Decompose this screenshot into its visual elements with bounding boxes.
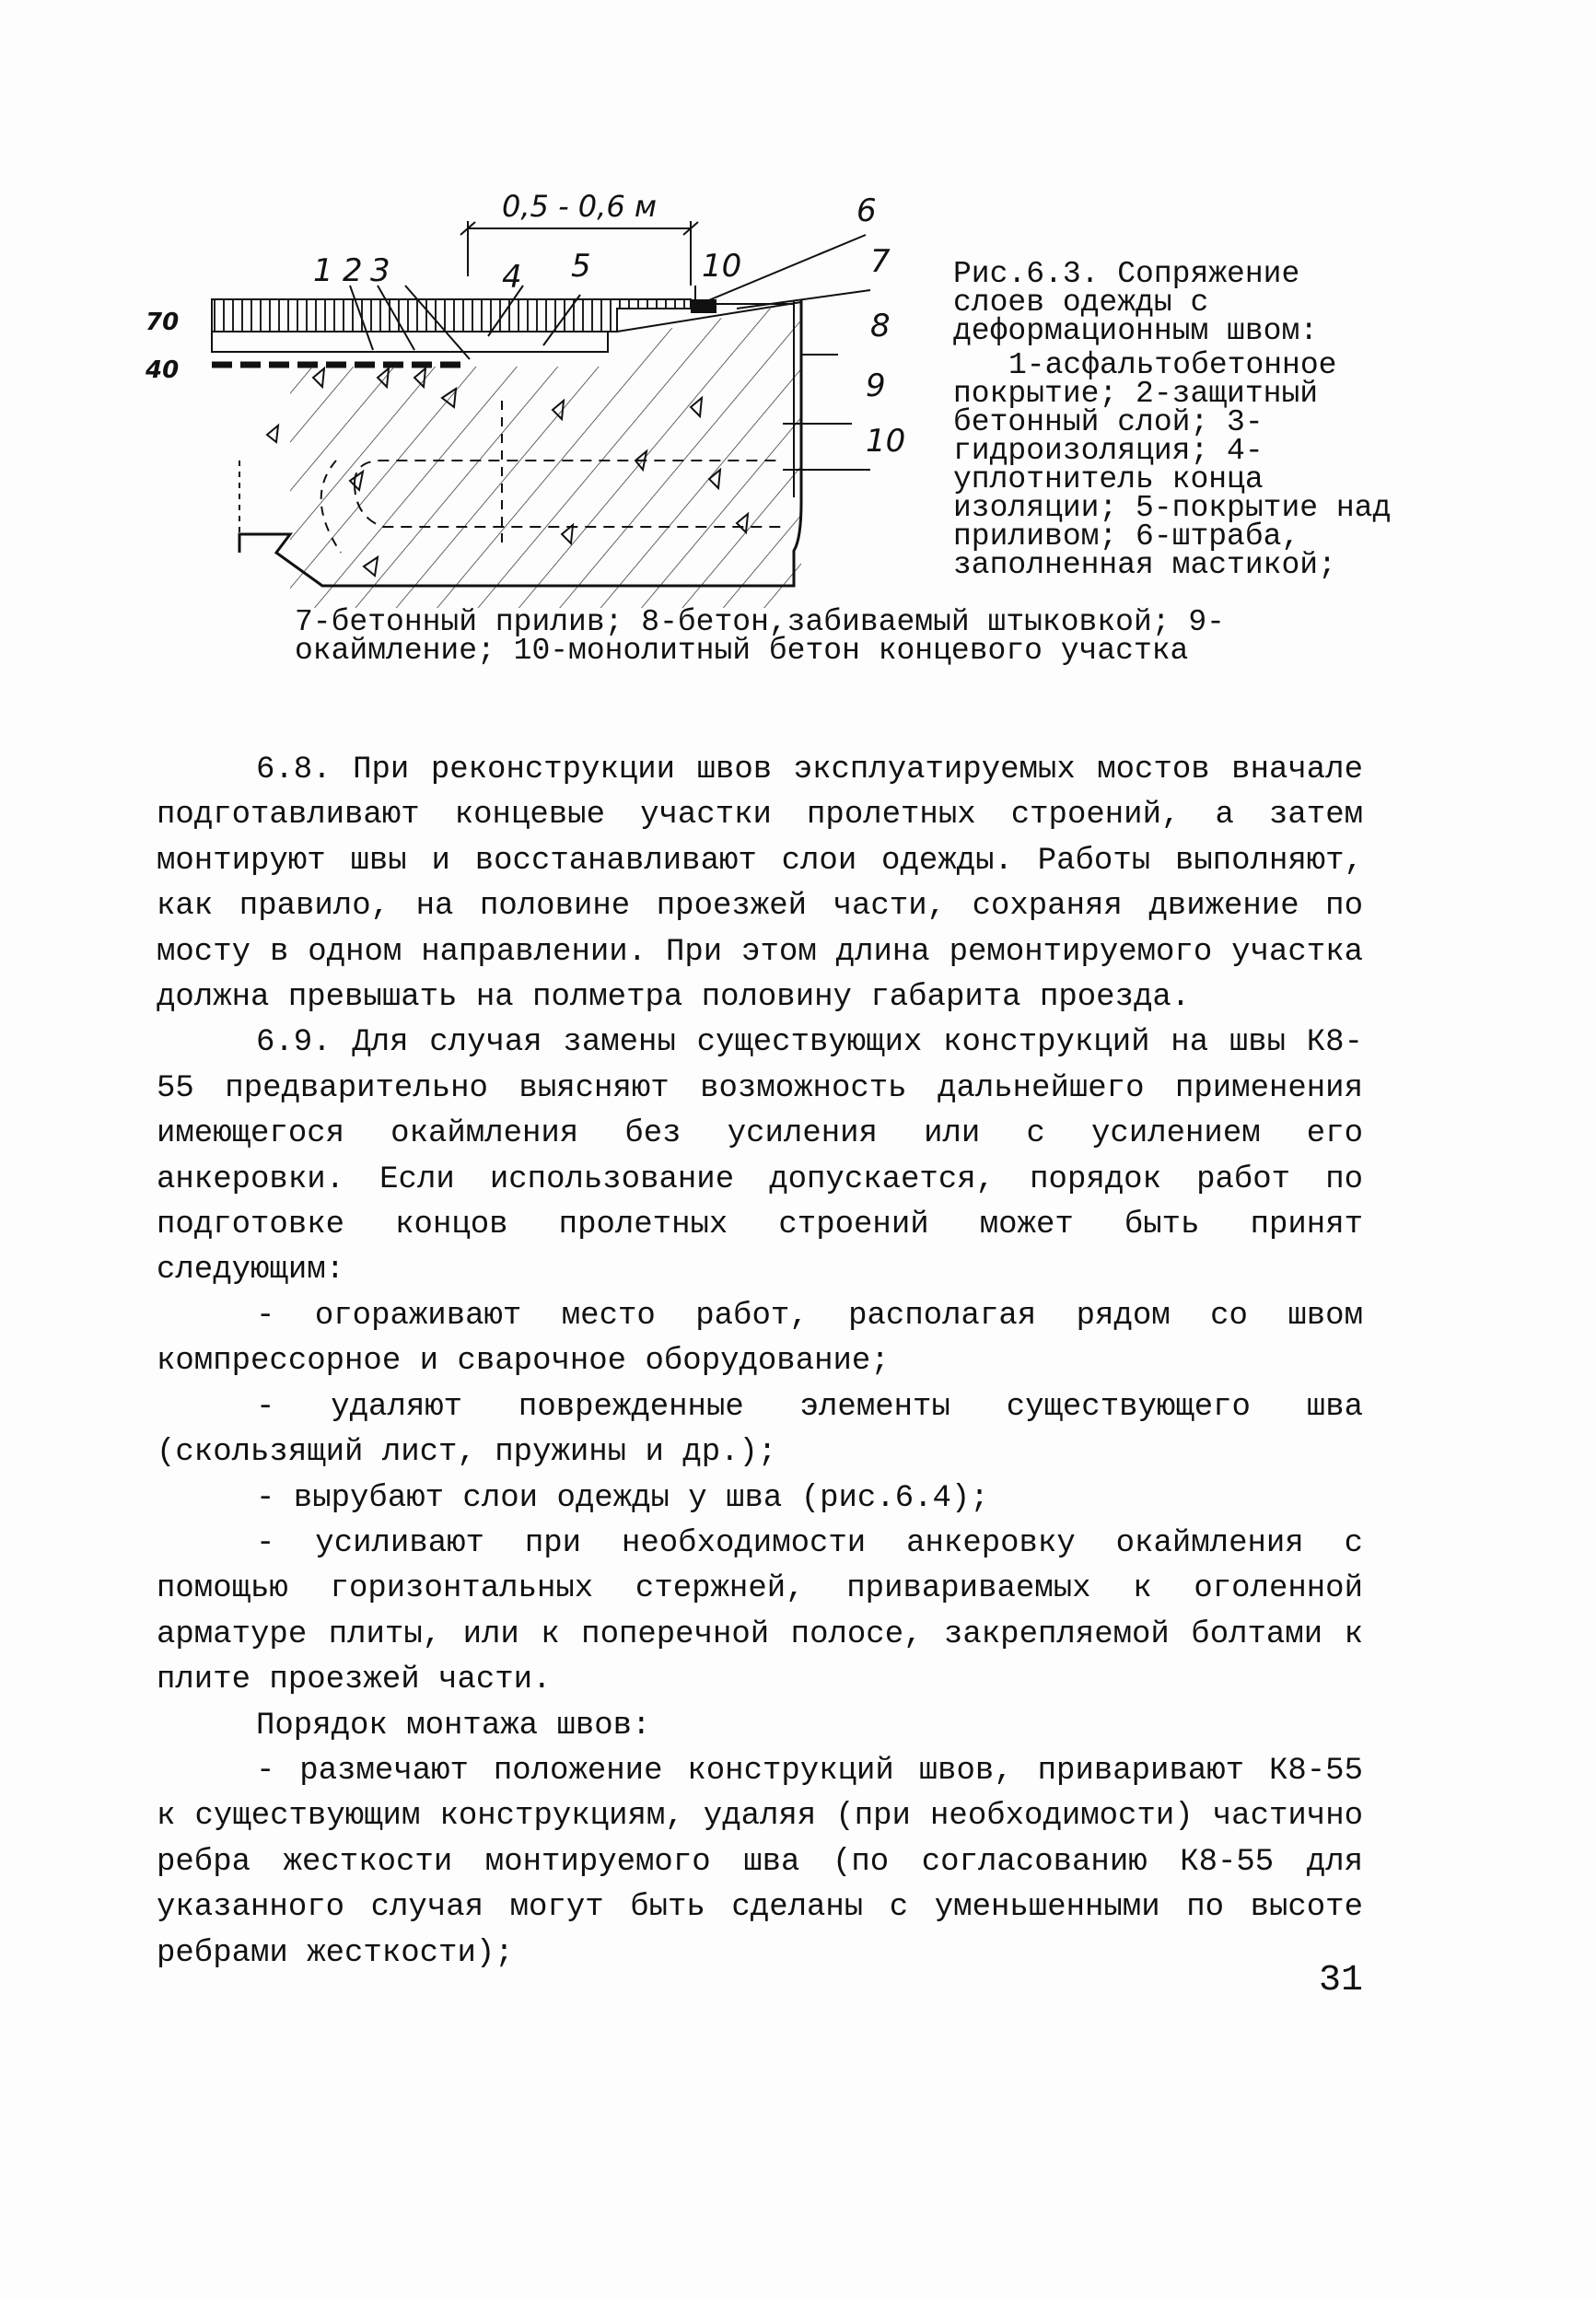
list-item: - огораживают место работ, располагая рядом со швом компрессорное и сварочное оборудование;: [157, 1298, 1363, 1380]
paragraph-6-9: 6.9. Для случая замены существующих конструкций на швы К8-55 предварительно выясняют возможность дальнейшего применения имеющегося окаймления без усиления или с усилением его анкеровки. Если использование допускается, порядок работ по подготовке концов пролетных строений может быть принят следующим:: [157, 1025, 1363, 1289]
dimension-text: 0,5 - 0,6 м: [502, 189, 657, 224]
label-70: 70: [146, 309, 180, 336]
asphalt-layer: [212, 299, 691, 332]
label-10-top: 10: [702, 248, 742, 285]
list-item: - удаляют поврежденные элементы существующего шва (скользящий лист, пружины и др.);: [157, 1389, 1363, 1471]
figure-legend-part1: 1-асфальтобетонное покрытие; 2-защитный бетонный слой; 3-гидроизоляция; 4-уплотнитель конца изоляции; 5-покрытие над приливом; 6-штраба, заполненная мастикой;: [953, 348, 1392, 582]
paragraph-6-8: 6.8. При реконструкции швов эксплуатируемых мостов вначале подготавливают концевые участки пролетных строений, а затем монтируют швы и восстанавливают слои одежды. Работы выполняют, как правило, на половине проезжей части, сохраняя движение по мосту в одном направлении. При этом длина ремонтируемого участка должна превышать на полметра половину габарита проезда.: [157, 752, 1363, 1016]
label-8: 8: [870, 308, 891, 344]
paragraph-installation-order: Порядок монтажа швов:: [256, 1708, 651, 1744]
label-4: 4: [502, 259, 522, 296]
label-40: 40: [146, 356, 180, 384]
figure-title: Рис.6.3. Сопряжение слоев одежды с деформационным швом:: [953, 257, 1319, 348]
label-9: 9: [866, 367, 886, 404]
label-3: 3: [370, 252, 390, 289]
label-10-right: 10: [866, 423, 906, 460]
list-item: - размечают положение конструкций швов, приваривают К8-55 к существующим конструкциям, удаляя (при необходимости) частично ребра жесткости монтируемого шва (по согласованию К8-55 для указанного случая могут быть сделаны с уменьшенными по высоте ребрами жесткости);: [157, 1753, 1363, 1971]
figure-caption-bottom: [295, 605, 1363, 668]
figure-caption-right: [953, 257, 1395, 582]
label-2: 2: [343, 252, 363, 289]
joint-cross-section-figure: [138, 184, 939, 608]
body-text: [157, 748, 1363, 1977]
label-7: 7: [870, 243, 891, 280]
label-1: 1: [313, 252, 333, 289]
page-number: 31: [1319, 1960, 1364, 2001]
label-6: 6: [856, 192, 877, 229]
joint-cross-section-drawing: [138, 184, 939, 608]
label-5: 5: [571, 248, 591, 285]
list-item: - вырубают слои одежды у шва (рис.6.4);: [256, 1480, 989, 1516]
list-item: - усиливают при необходимости анкеровку окаймления с помощью горизонтальных стержней, привариваемых к оголенной арматуре плиты, или к поперечной полосе, закрепляемой болтами к плите проезжей части.: [157, 1525, 1363, 1698]
figure-legend-part2: 7-бетонный прилив; 8-бетон,забиваемый штыковкой; 9-окаймление; 10-монолитный бетон концевого участка: [295, 605, 1225, 668]
